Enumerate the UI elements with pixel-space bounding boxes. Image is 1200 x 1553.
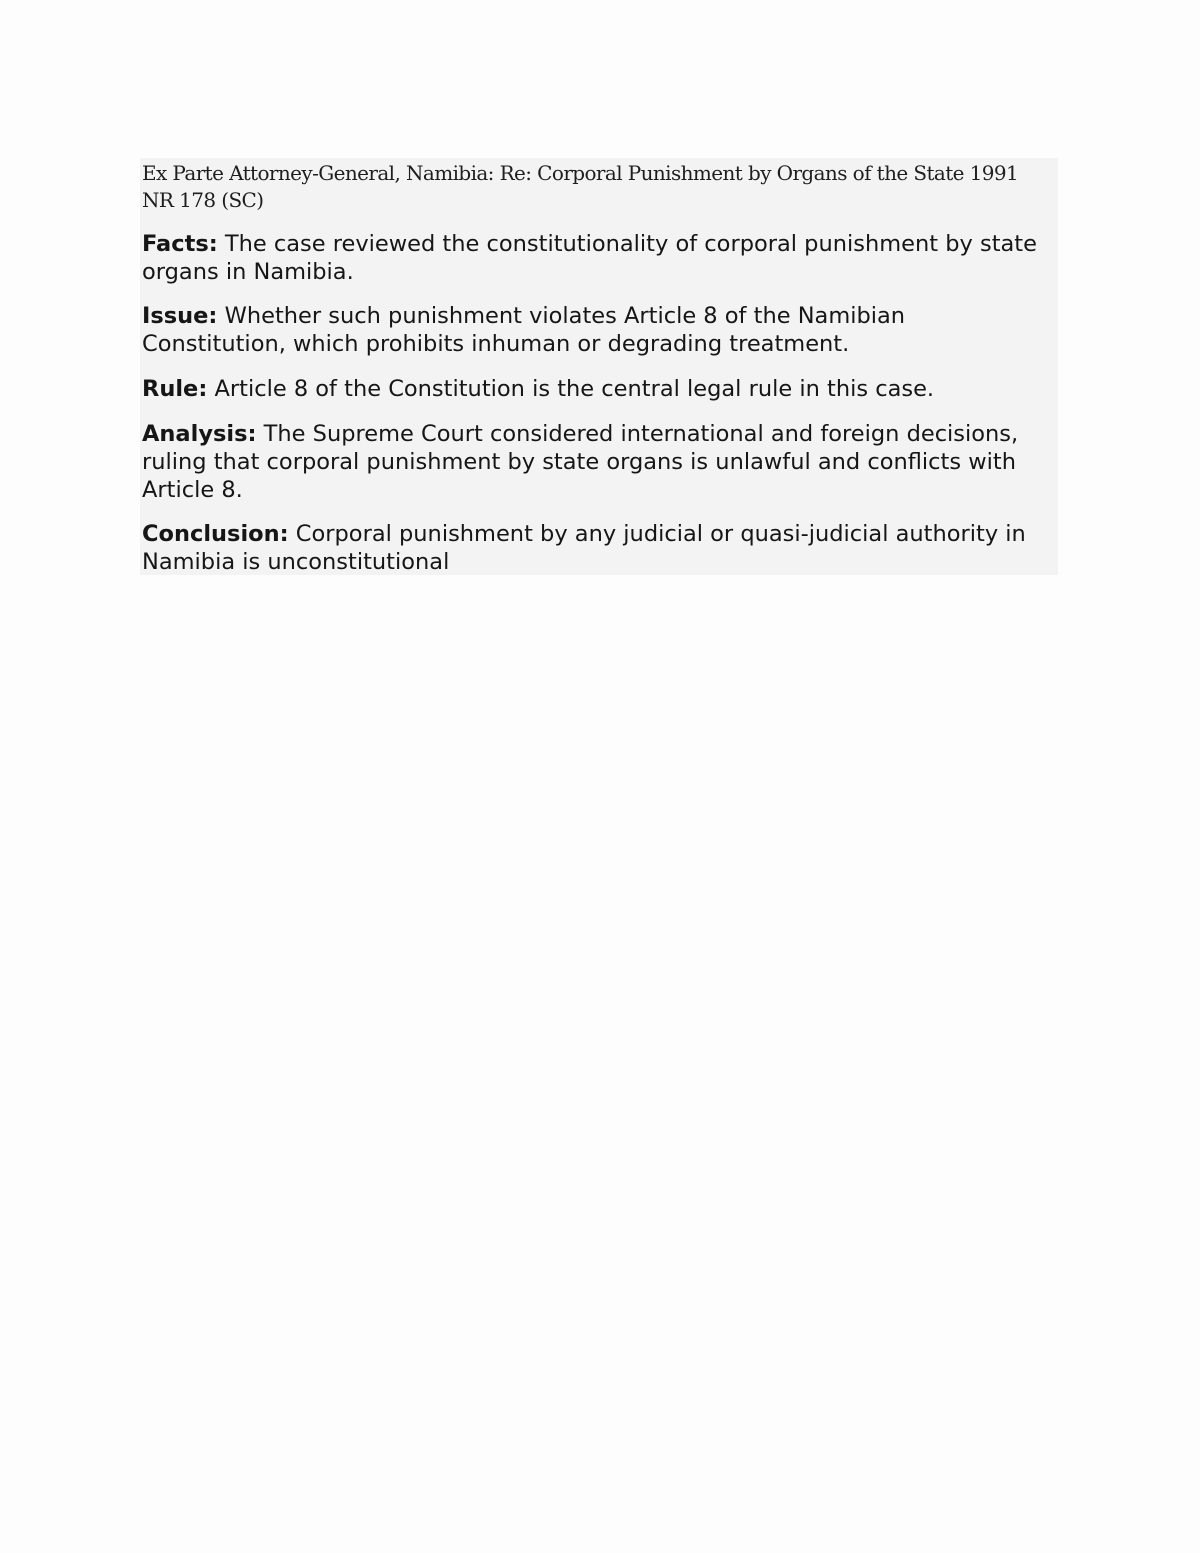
analysis-label: Analysis: bbox=[142, 421, 257, 447]
facts-label: Facts: bbox=[142, 231, 218, 257]
rule-paragraph bbox=[142, 375, 1054, 403]
analysis-text: The Supreme Court considered international and foreign decisions, ruling that corporal punishment by state organs is unlawful and conflicts with Article 8. bbox=[142, 421, 1019, 503]
conclusion-text: Corporal punishment by any judicial or quasi-judicial authority in Namibia is unconstitutional bbox=[142, 521, 1026, 575]
issue-text: Whether such punishment violates Article 8 of the Namibian Constitution, which prohibits inhuman or degrading treatment. bbox=[142, 303, 906, 357]
conclusion-label: Conclusion: bbox=[142, 521, 289, 547]
issue-paragraph bbox=[142, 302, 1054, 358]
highlighted-text-block bbox=[140, 158, 1058, 575]
facts-paragraph bbox=[142, 230, 1054, 286]
rule-text: Article 8 of the Constitution is the central legal rule in this case. bbox=[214, 376, 935, 402]
case-citation-title: Ex Parte Attorney-General, Namibia: Re: Corporal Punishment by Organs of the State 1991 NR 178 (SC) bbox=[142, 161, 1019, 212]
facts-text: The case reviewed the constitutionality of corporal punishment by state organs in Namibia. bbox=[142, 231, 1037, 285]
issue-label: Issue: bbox=[142, 303, 218, 329]
rule-label: Rule: bbox=[142, 376, 208, 402]
conclusion-paragraph bbox=[142, 520, 1054, 576]
analysis-paragraph bbox=[142, 420, 1054, 504]
